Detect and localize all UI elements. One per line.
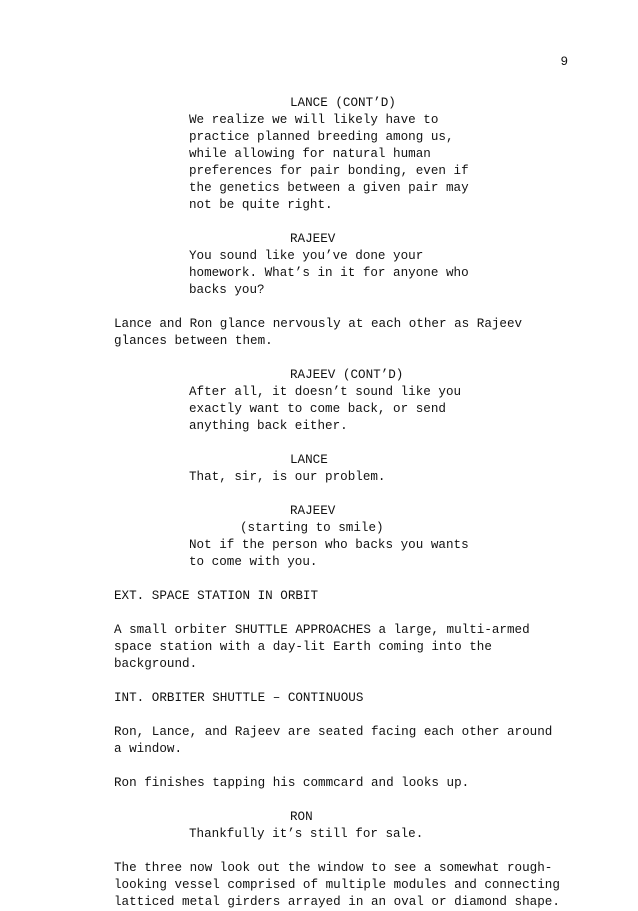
dialogue-line: You sound like you’ve done your [189, 249, 424, 263]
blank-line [0, 605, 638, 622]
action-line: A small orbiter SHUTTLE APPROACHES a large, multi-armed [114, 623, 530, 637]
dialogue-line: preferences for pair bonding, even if [189, 164, 469, 178]
action-line: space station with a day-lit Earth coming into the [114, 640, 492, 654]
action-line: latticed metal girders arrayed in an oval or diamond shape. [114, 895, 560, 909]
script-body [0, 95, 638, 911]
blank-line [0, 350, 638, 367]
action-line: The three now look out the window to see a somewhat rough- [114, 861, 553, 875]
blank-line [0, 214, 638, 231]
dialogue-line: backs you? [189, 283, 265, 297]
character-line: RON [290, 810, 313, 824]
blank-line [0, 707, 638, 724]
dialogue-line: to come with you. [189, 555, 318, 569]
dialogue-line: while allowing for natural human [189, 147, 431, 161]
dialogue-line: anything back either. [189, 419, 348, 433]
dialogue-line: Thankfully it’s still for sale. [189, 827, 424, 841]
slug-line: INT. ORBITER SHUTTLE – CONTINUOUS [114, 691, 364, 705]
action-line: a window. [114, 742, 183, 756]
character-line: RAJEEV [290, 504, 336, 518]
dialogue-line: That, sir, is our problem. [189, 470, 386, 484]
dialogue-line: the genetics between a given pair may [189, 181, 469, 195]
dialogue-line: Not if the person who backs you wants [189, 538, 469, 552]
page-number: 9 [560, 55, 568, 69]
action-line: Ron finishes tapping his commcard and looks up. [114, 776, 470, 790]
dialogue-line: practice planned breeding among us, [189, 130, 454, 144]
paren-line: (starting to smile) [240, 521, 384, 535]
action-line: looking vessel comprised of multiple modules and connecting [114, 878, 560, 892]
blank-line [0, 486, 638, 503]
slug-line: EXT. SPACE STATION IN ORBIT [114, 589, 319, 603]
character-line: RAJEEV (CONT’D) [290, 368, 404, 382]
action-line: Lance and Ron glance nervously at each other as Rajeev [114, 317, 523, 331]
blank-line [0, 792, 638, 809]
dialogue-line: homework. What’s in it for anyone who [189, 266, 469, 280]
dialogue-line: exactly want to come back, or send [189, 402, 446, 416]
action-line: glances between them. [114, 334, 273, 348]
blank-line [0, 435, 638, 452]
blank-line [0, 673, 638, 690]
action-line: Ron, Lance, and Rajeev are seated facing each other around [114, 725, 553, 739]
dialogue-line: After all, it doesn’t sound like you [189, 385, 462, 399]
character-line: RAJEEV [290, 232, 336, 246]
action-line: background. [114, 657, 198, 671]
dialogue-line: not be quite right. [189, 198, 333, 212]
blank-line [0, 299, 638, 316]
character-line: LANCE (CONT’D) [290, 96, 396, 110]
blank-line [0, 758, 638, 775]
blank-line [0, 571, 638, 588]
dialogue-line: We realize we will likely have to [189, 113, 439, 127]
blank-line [0, 843, 638, 860]
character-line: LANCE [290, 453, 328, 467]
